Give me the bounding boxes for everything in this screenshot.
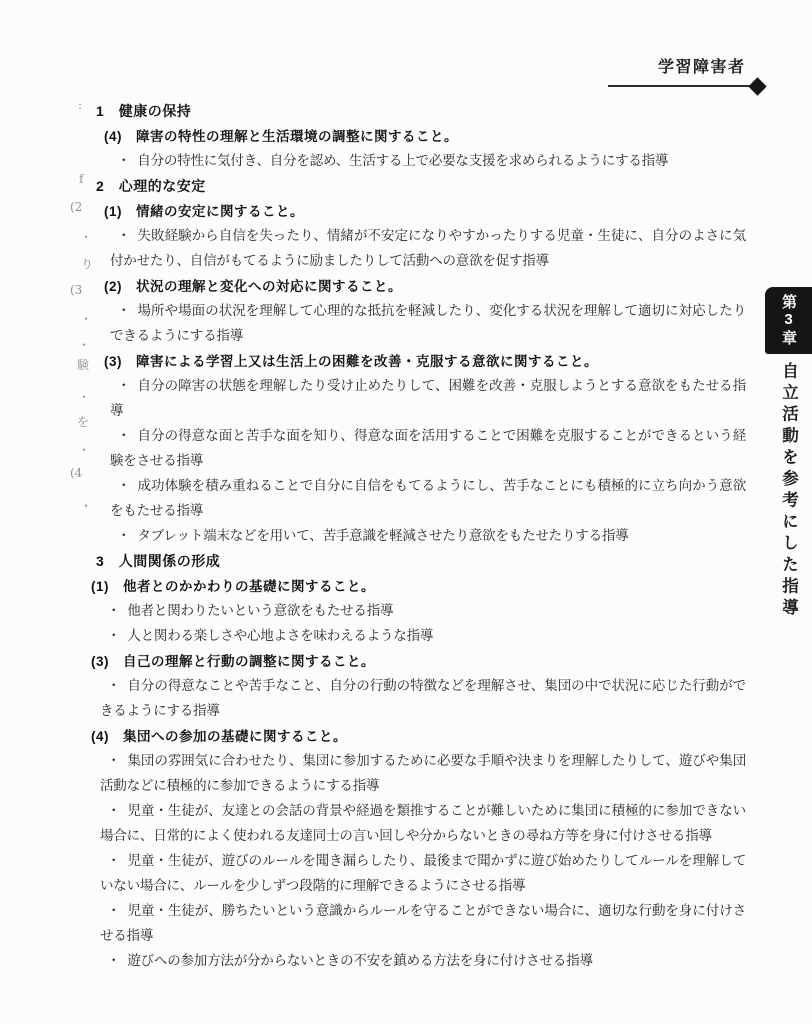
margin-artifact: ・ bbox=[80, 230, 93, 244]
bullet-item: ・ 児童・生徒が、友達との会話の背景や経過を類推することが難しいために集団に積極的に参加できない場合に、日常的によく使われる友達同士の言い回しや分からないときの尋ね方等を身に付けさせる指導 bbox=[100, 803, 746, 844]
section bbox=[91, 549, 746, 974]
margin-artifact: (2 bbox=[70, 200, 83, 214]
bullet-item: ・ 場所や場面の状況を理解して心理的な抵抗を軽減したり、変化する状況を理解して適切に対応したりできるようにする指導 bbox=[110, 303, 746, 344]
margin-artifact: : bbox=[78, 98, 83, 112]
bullet-item: ・ 遊びへの参加方法が分からないときの不安を鎮める方法を身に付けさせる指導 bbox=[107, 953, 593, 969]
content bbox=[91, 99, 746, 974]
bullet-icon: ・ bbox=[117, 153, 131, 169]
section bbox=[91, 174, 746, 549]
margin-artifact: を bbox=[77, 415, 90, 429]
margin-artifact: 験 bbox=[77, 358, 90, 372]
section-title: 2 心理的な安定 bbox=[96, 178, 206, 194]
bullet-icon: ・ bbox=[107, 753, 121, 769]
bullet-icon: ・ bbox=[107, 903, 121, 919]
subsection-heading: (4) 障害の特性の理解と生活環境の調整に関すること。 bbox=[104, 129, 458, 144]
header-rule bbox=[608, 85, 760, 87]
chapter-tab-number: 第3章 bbox=[780, 294, 797, 347]
margin-artifact: り bbox=[81, 257, 94, 271]
margin-artifact: ・ bbox=[78, 338, 91, 352]
bullet-icon: ・ bbox=[117, 303, 131, 319]
subsection-heading: (1) 他者とのかかわりの基礎に関すること。 bbox=[91, 579, 375, 594]
diamond-icon bbox=[748, 77, 766, 95]
margin-artifact: ・ bbox=[80, 312, 93, 326]
section-title: 3 人間関係の形成 bbox=[96, 553, 221, 569]
subsection-heading: (3) 自己の理解と行動の調整に関すること。 bbox=[91, 654, 375, 669]
bullet-item: ・ 失敗経験から自信を失ったり、情緒が不安定になりやすかったりする児童・生徒に、自分のよさに気付かせたり、自信がもてるように励ましたりして活動への意欲を促す指導 bbox=[110, 228, 746, 269]
bullet-icon: ・ bbox=[117, 378, 131, 394]
bullet-item: ・ 自分の得意な面と苦手な面を知り、得意な面を活用することで困難を克服することができるという経験をさせる指導 bbox=[110, 428, 746, 469]
section bbox=[91, 99, 746, 174]
bullet-icon: ・ bbox=[117, 478, 131, 494]
subsection-heading: (4) 集団への参加の基礎に関すること。 bbox=[91, 729, 347, 744]
margin-artifact: ・ bbox=[78, 390, 91, 404]
bullet-item: ・ 児童・生徒が、遊びのルールを聞き漏らしたり、最後まで聞かずに遊び始めたりしてルールを理解していない場合に、ルールを少しずつ段階的に理解できるようにさせる指導 bbox=[100, 853, 746, 894]
page-header-label: 学習障害者 bbox=[658, 59, 746, 76]
bullet-icon: ・ bbox=[107, 678, 121, 694]
margin-artifact: (4 bbox=[70, 466, 83, 480]
margin-artifact: ・ bbox=[80, 499, 93, 513]
bullet-item: ・ 成功体験を積み重ねることで自分に自信をもてるようにし、苦手なことにも積極的に立ち向かう意欲をもたせる指導 bbox=[110, 478, 746, 519]
bullet-icon: ・ bbox=[117, 528, 131, 544]
bullet-icon: ・ bbox=[117, 228, 131, 244]
chapter-tab-title: 自立活動を参考にした指導 bbox=[779, 362, 798, 620]
bullet-icon: ・ bbox=[107, 953, 121, 969]
bullet-icon: ・ bbox=[107, 803, 121, 819]
bullet-item: ・ タブレット端末などを用いて、苦手意識を軽減させたり意欲をもたせたりする指導 bbox=[117, 528, 629, 544]
subsection-heading: (2) 状況の理解と変化への対応に関すること。 bbox=[104, 279, 402, 294]
subsection-heading: (1) 情緒の安定に関すること。 bbox=[104, 204, 304, 219]
chapter-tab bbox=[765, 287, 812, 354]
subsection-heading: (3) 障害による学習上又は生活上の困難を改善・克服する意欲に関すること。 bbox=[104, 354, 598, 369]
bullet-item: ・ 人と関わる楽しさや心地よさを味わえるような指導 bbox=[107, 628, 434, 644]
bullet-item: ・ 自分の特性に気付き、自分を認め、生活する上で必要な支援を求められるようにする指導 bbox=[117, 153, 669, 169]
chapter-tab-title-wrap bbox=[765, 362, 812, 662]
margin-artifact: (3 bbox=[70, 283, 83, 297]
section-title: 1 健康の保持 bbox=[96, 103, 192, 119]
bullet-icon: ・ bbox=[107, 853, 121, 869]
bullet-item: ・ 集団の雰囲気に合わせたり、集団に参加するために必要な手順や決まりを理解したりして、遊びや集団活動などに積極的に参加できるようにする指導 bbox=[100, 753, 746, 794]
bullet-icon: ・ bbox=[117, 428, 131, 444]
bullet-item: ・ 自分の障害の状態を理解したり受け止めたりして、困難を改善・克服しようとする意欲をもたせる指導 bbox=[110, 378, 746, 419]
bullet-item: ・ 他者と関わりたいという意欲をもたせる指導 bbox=[107, 603, 394, 619]
bullet-item: ・ 自分の得意なことや苦手なこと、自分の行動の特徴などを理解させ、集団の中で状況に応じた行動ができるようにする指導 bbox=[100, 678, 746, 719]
bullet-icon: ・ bbox=[107, 603, 121, 619]
margin-artifact: ・ bbox=[78, 443, 91, 457]
bullet-item: ・ 児童・生徒が、勝ちたいという意識からルールを守ることができない場合に、適切な行動を身に付けさせる指導 bbox=[100, 903, 746, 944]
bullet-icon: ・ bbox=[107, 628, 121, 644]
margin-artifact: f bbox=[79, 172, 84, 186]
